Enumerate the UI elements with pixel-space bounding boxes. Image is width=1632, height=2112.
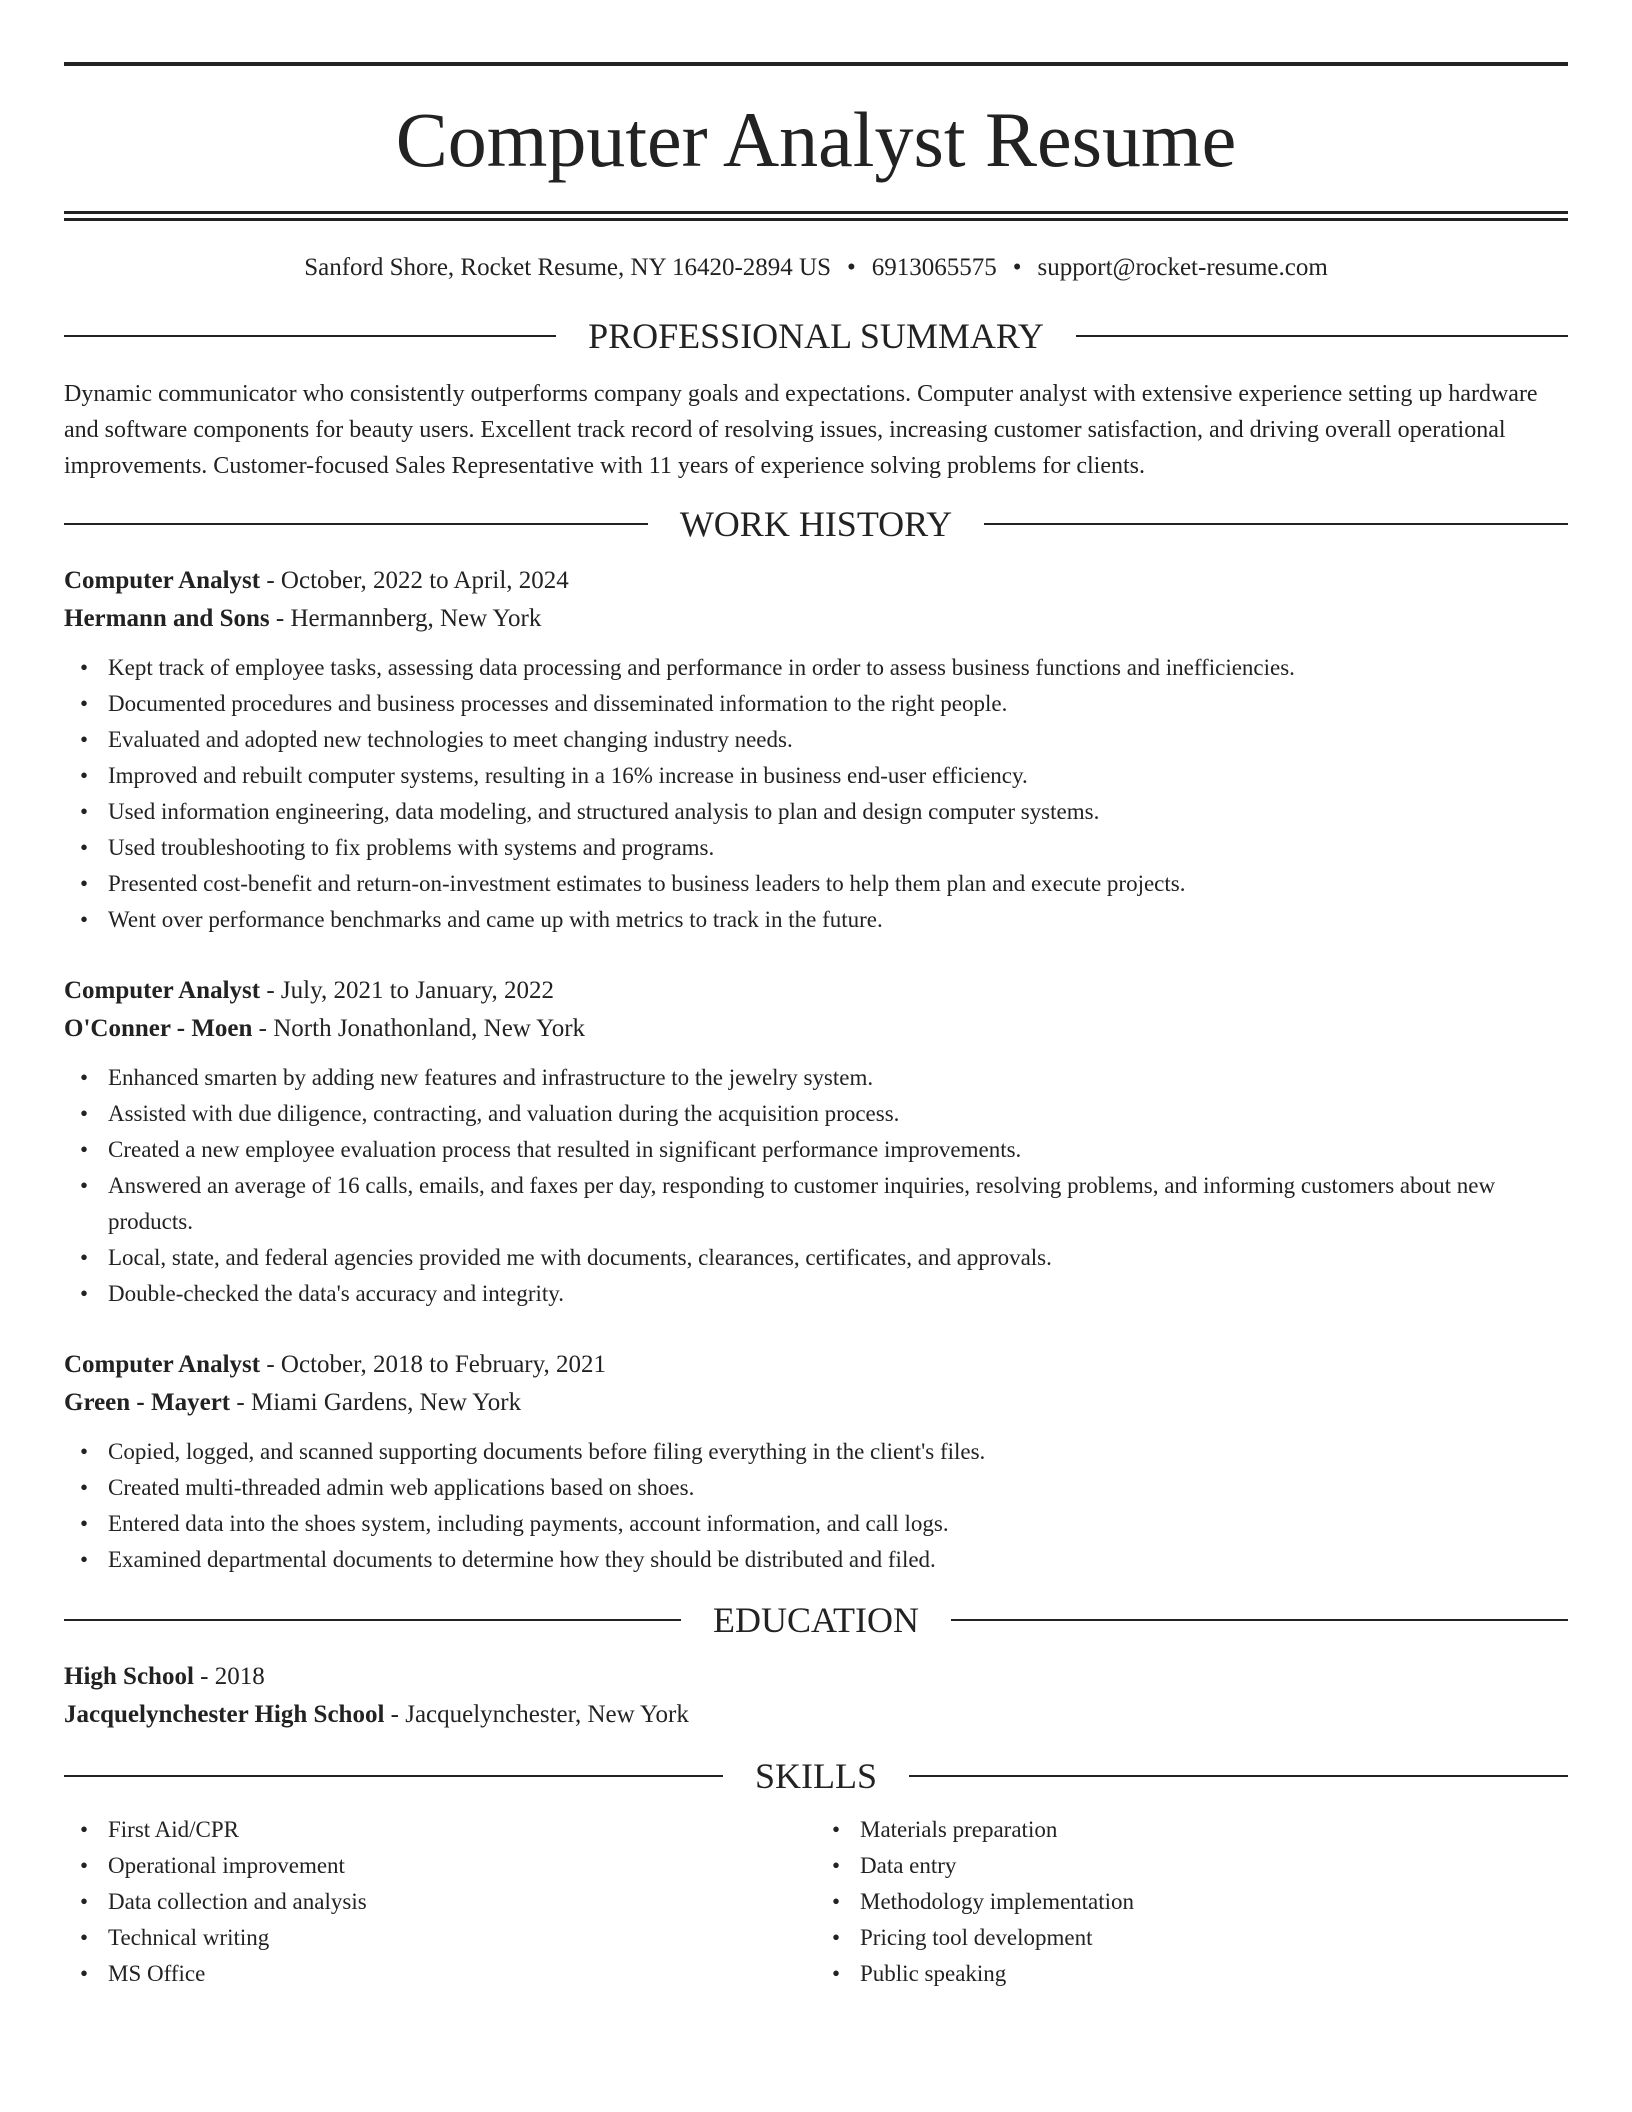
contact-address: Sanford Shore, Rocket Resume, NY 16420-2894 US <box>304 254 831 281</box>
skill-item: • Materials preparation <box>860 1812 1568 1848</box>
contact-separator: • <box>846 254 856 281</box>
job-bullet: • Enhanced smarten by adding new features and infrastructure to the jewelry system. <box>108 1060 1568 1096</box>
job-bullet: • Answered an average of 16 calls, emails, and faxes per day, responding to customer inquiries, resolving problems, and informing customers about new products. <box>108 1168 1568 1240</box>
job-title-line: Computer Analyst - October, 2022 to April, 2024 <box>64 567 569 594</box>
heading-rule <box>1076 335 1568 337</box>
skill-item: • Technical writing <box>108 1920 816 1956</box>
job-bullet-list <box>64 650 1568 938</box>
job-dates: July, 2021 to January, 2022 <box>280 977 555 1004</box>
job-location: Hermannberg, New York <box>290 605 542 632</box>
heading-rule <box>64 523 648 525</box>
job-bullet: • Evaluated and adopted new technologies to meet changing industry needs. <box>108 722 1568 758</box>
summary-paragraph: Dynamic communicator who consistently outperforms company goals and expectations. Computer analyst with extensive experience setting up hardware and software components for beauty users. Excellent track record of resolving issues, increasing customer satisfaction, and driving overall operational improvements. Customer-focused Sales Representative with 11 years of experience solving problems for clients. <box>64 381 1538 479</box>
job-bullet: • Used information engineering, data modeling, and structured analysis to plan and design computer systems. <box>108 794 1568 830</box>
education-degree: High School <box>64 1663 194 1690</box>
contact-email: support@rocket-resume.com <box>1037 254 1328 281</box>
job-company: Green - Mayert <box>64 1389 231 1416</box>
job-bullet: • Presented cost-benefit and return-on-investment estimates to business leaders to help them plan and execute projects. <box>108 866 1568 902</box>
page-title: Computer Analyst Resume <box>395 96 1237 183</box>
job-location: Miami Gardens, New York <box>250 1389 522 1416</box>
section-heading-education <box>64 1602 1568 1638</box>
education-school-line: Jacquelynchester High School - Jacquelynchester, New York <box>64 1701 689 1728</box>
contact-separator: • <box>1012 254 1022 281</box>
contact-line <box>64 255 1568 280</box>
job-dates: October, 2018 to February, 2021 <box>280 1351 607 1378</box>
section-title: PROFESSIONAL SUMMARY <box>588 316 1044 356</box>
job-company: Hermann and Sons <box>64 605 270 632</box>
job-bullet: • Kept track of employee tasks, assessing data processing and performance in order to assess business functions and inefficiencies. <box>108 650 1568 686</box>
job-bullet: • Went over performance benchmarks and came up with metrics to track in the future. <box>108 902 1568 938</box>
education-location: Jacquelynchester, New York <box>405 1701 689 1728</box>
heading-rule <box>951 1619 1568 1621</box>
job-title: Computer Analyst <box>64 567 261 594</box>
section-heading-summary <box>64 318 1568 354</box>
section-title: EDUCATION <box>713 1600 919 1640</box>
skill-item: • Pricing tool development <box>860 1920 1568 1956</box>
job-dates: October, 2022 to April, 2024 <box>280 567 569 594</box>
skills-list-right <box>816 1812 1568 1992</box>
job-bullet: • Documented procedures and business processes and disseminated information to the right people. <box>108 686 1568 722</box>
section-title: SKILLS <box>755 1756 878 1796</box>
skills-list-left <box>64 1812 816 1992</box>
skill-item: • First Aid/CPR <box>108 1812 816 1848</box>
job-bullet-list <box>64 1060 1568 1312</box>
job-location: North Jonathonland, New York <box>273 1015 586 1042</box>
section-title: WORK HISTORY <box>679 504 953 544</box>
skill-item: • Methodology implementation <box>860 1884 1568 1920</box>
job-bullet: • Improved and rebuilt computer systems, resulting in a 16% increase in business end-user efficiency. <box>108 758 1568 794</box>
job-bullet-list <box>64 1434 1568 1578</box>
work-history-list <box>64 562 1568 1578</box>
top-rule <box>64 62 1568 66</box>
section-heading-work <box>64 506 1568 542</box>
job-bullet: • Examined departmental documents to determine how they should be distributed and filed. <box>108 1542 1568 1578</box>
job-bullet: • Double-checked the data's accuracy and integrity. <box>108 1276 1568 1312</box>
heading-rule <box>64 1775 723 1777</box>
skill-item: • Data entry <box>860 1848 1568 1884</box>
job-title-line: Computer Analyst - October, 2018 to February, 2021 <box>64 1351 607 1378</box>
job-bullet: • Created a new employee evaluation process that resulted in significant performance improvements. <box>108 1132 1568 1168</box>
job-bullet: • Used troubleshooting to fix problems with systems and programs. <box>108 830 1568 866</box>
education-school: Jacquelynchester High School <box>64 1701 385 1728</box>
job-company-line: Green - Mayert - Miami Gardens, New York <box>64 1389 522 1416</box>
job-company: O'Conner - Moen <box>64 1015 253 1042</box>
heading-rule <box>64 335 556 337</box>
job-title: Computer Analyst <box>64 1351 261 1378</box>
skill-item: • Public speaking <box>860 1956 1568 1992</box>
education-entry <box>64 1658 1568 1734</box>
section-heading-skills <box>64 1758 1568 1794</box>
skill-item: • Data collection and analysis <box>108 1884 816 1920</box>
job-entry <box>64 1346 1568 1578</box>
job-bullet: • Local, state, and federal agencies provided me with documents, clearances, certificates, and approvals. <box>108 1240 1568 1276</box>
heading-rule <box>64 1619 681 1621</box>
job-entry <box>64 972 1568 1312</box>
job-title: Computer Analyst <box>64 977 261 1004</box>
education-year: 2018 <box>214 1663 265 1690</box>
job-bullet: • Created multi-threaded admin web applications based on shoes. <box>108 1470 1568 1506</box>
contact-phone: 6913065575 <box>871 254 997 281</box>
job-title-line: Computer Analyst - July, 2021 to January, 2022 <box>64 977 555 1004</box>
skills-columns <box>64 1812 1568 1992</box>
job-bullet: • Copied, logged, and scanned supporting documents before filing everything in the client's files. <box>108 1434 1568 1470</box>
job-bullet: • Assisted with due diligence, contracting, and valuation during the acquisition process. <box>108 1096 1568 1132</box>
education-degree-line: High School - 2018 <box>64 1663 265 1690</box>
job-company-line: Hermann and Sons - Hermannberg, New York <box>64 605 542 632</box>
heading-rule <box>909 1775 1568 1777</box>
job-bullet: • Entered data into the shoes system, including payments, account information, and call logs. <box>108 1506 1568 1542</box>
skill-item: • Operational improvement <box>108 1848 816 1884</box>
job-company-line: O'Conner - Moen - North Jonathonland, New York <box>64 1015 586 1042</box>
heading-rule <box>984 523 1568 525</box>
title-double-rule <box>64 211 1568 221</box>
job-entry <box>64 562 1568 938</box>
skill-item: • MS Office <box>108 1956 816 1992</box>
